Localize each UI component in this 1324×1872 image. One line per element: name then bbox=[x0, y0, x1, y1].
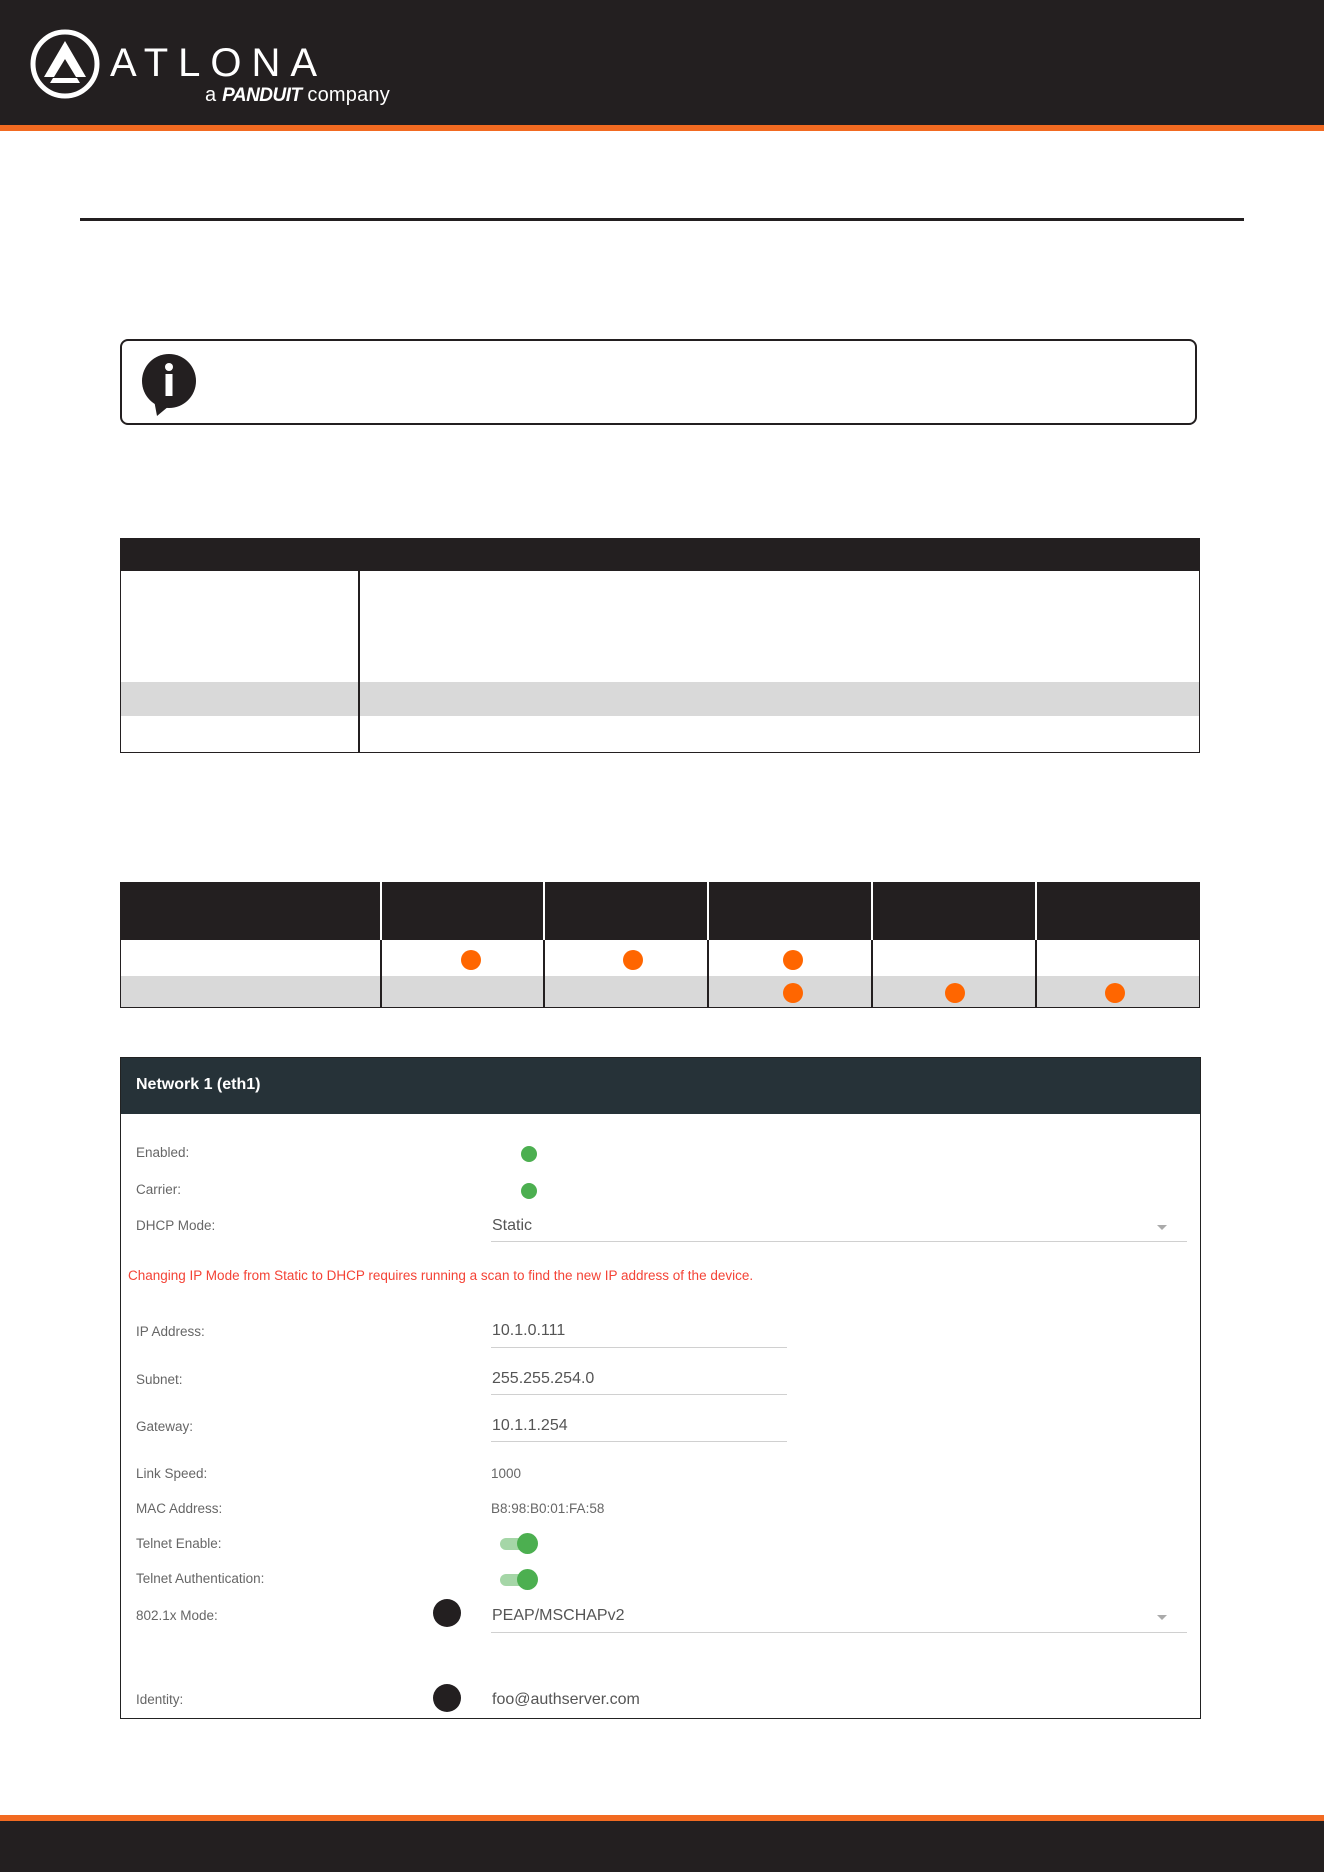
compat-table-header-divider bbox=[871, 882, 873, 940]
compat-table-header-divider bbox=[543, 882, 545, 940]
compat-table-header-divider bbox=[380, 882, 382, 940]
compat-table-header-divider bbox=[707, 882, 709, 940]
section-rule bbox=[80, 218, 1244, 221]
gateway-underline bbox=[491, 1441, 787, 1442]
dhcp-mode-underline bbox=[491, 1241, 1187, 1242]
compat-mark-dot bbox=[623, 950, 643, 970]
gateway-label: Gateway: bbox=[136, 1419, 194, 1434]
network-panel bbox=[120, 1057, 1201, 1719]
dot1x-mode-select[interactable]: PEAP/MSCHAPv2 bbox=[492, 1607, 625, 1624]
link-speed-value: 1000 bbox=[491, 1466, 522, 1481]
enabled-label: Enabled: bbox=[136, 1145, 190, 1160]
atlona-logo-icon bbox=[30, 29, 100, 99]
telnet-auth-toggle[interactable] bbox=[500, 1569, 536, 1589]
compat-table-header-divider bbox=[1035, 882, 1037, 940]
mac-address-value: B8:98:B0:01:FA:58 bbox=[491, 1501, 605, 1516]
compat-table-row-shaded bbox=[121, 976, 1199, 1007]
subnet-label: Subnet: bbox=[136, 1372, 183, 1387]
callout-marker bbox=[433, 1684, 461, 1712]
logo-tagline: a PANDUIT company bbox=[205, 84, 390, 106]
dhcp-mode-label: DHCP Mode: bbox=[136, 1218, 216, 1233]
atlona-wordmark bbox=[110, 40, 410, 84]
telnet-auth-label: Telnet Authentication: bbox=[136, 1571, 265, 1586]
network-panel-header bbox=[121, 1058, 1200, 1114]
link-speed-label: Link Speed: bbox=[136, 1466, 208, 1481]
header-accent-stripe bbox=[0, 125, 1324, 131]
subnet-underline bbox=[491, 1394, 787, 1395]
dhcp-mode-select[interactable]: Static bbox=[492, 1217, 533, 1234]
enabled-status-icon bbox=[521, 1146, 537, 1162]
compat-mark-dot bbox=[945, 983, 965, 1003]
compat-mark-dot bbox=[783, 950, 803, 970]
compat-mark-dot bbox=[1105, 983, 1125, 1003]
identity-input[interactable]: foo@authserver.com bbox=[492, 1691, 640, 1708]
compat-table-header bbox=[121, 883, 1199, 940]
dot1x-mode-label: 802.1x Mode: bbox=[136, 1608, 218, 1623]
compat-mark-dot bbox=[783, 983, 803, 1003]
ip-address-underline bbox=[491, 1347, 787, 1348]
mac-address-label: MAC Address: bbox=[136, 1501, 223, 1516]
chevron-down-icon[interactable] bbox=[1157, 1615, 1167, 1620]
table-1-shaded-row bbox=[121, 682, 1199, 716]
network-panel-title: Network 1 (eth1) bbox=[136, 1076, 261, 1093]
chevron-down-icon[interactable] bbox=[1157, 1225, 1167, 1230]
telnet-enable-toggle[interactable] bbox=[500, 1533, 536, 1553]
identity-label: Identity: bbox=[136, 1692, 184, 1707]
gateway-input[interactable]: 10.1.1.254 bbox=[492, 1417, 568, 1434]
page-footer bbox=[0, 1821, 1324, 1872]
ip-address-label: IP Address: bbox=[136, 1324, 205, 1339]
note-box bbox=[120, 339, 1197, 425]
compat-mark-dot bbox=[461, 950, 481, 970]
info-speech-bubble-icon bbox=[141, 354, 197, 416]
table-1-body bbox=[120, 571, 1200, 753]
callout-marker bbox=[433, 1599, 461, 1627]
carrier-label: Carrier: bbox=[136, 1182, 182, 1197]
carrier-status-icon bbox=[521, 1183, 537, 1199]
dot1x-mode-underline bbox=[491, 1632, 1187, 1633]
telnet-enable-label: Telnet Enable: bbox=[136, 1536, 222, 1551]
ip-mode-warning: Changing IP Mode from Static to DHCP requires running a scan to find the new IP address of the device. bbox=[128, 1268, 754, 1283]
table-1-column-divider bbox=[358, 571, 360, 753]
table-1-header bbox=[120, 538, 1200, 571]
ip-address-input[interactable]: 10.1.0.111 bbox=[492, 1322, 566, 1339]
subnet-input[interactable]: 255.255.254.0 bbox=[492, 1370, 595, 1387]
svg-text:ATLONA: ATLONA bbox=[110, 41, 328, 84]
